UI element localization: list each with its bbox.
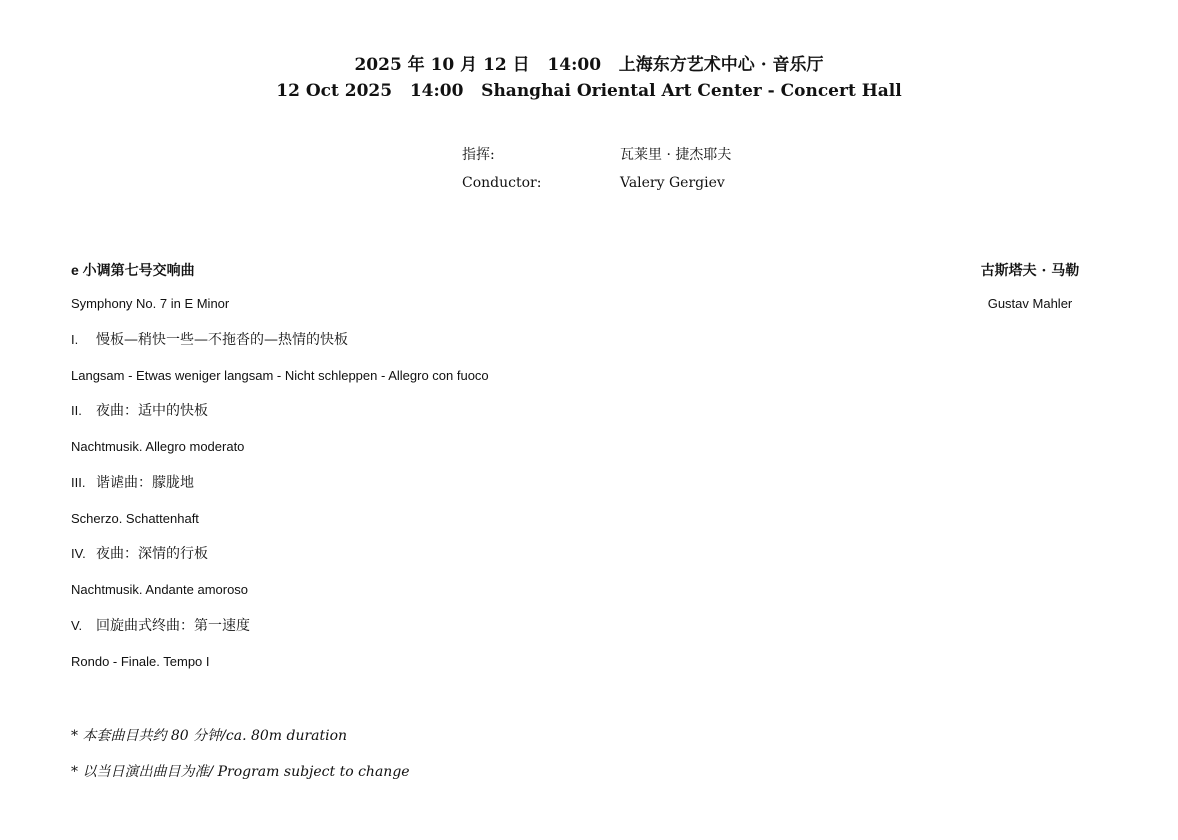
conductor-label-en: Conductor: [462, 175, 542, 191]
movement-item [71, 330, 891, 401]
movement-title-en: Nachtmusik. Allegro moderato [71, 439, 245, 455]
movement-title-cn: 谐谑曲：朦胧地 [96, 474, 194, 491]
movement-number: II. [71, 403, 82, 419]
composer-name-cn: 古斯塔夫 · 马勒 [980, 263, 1080, 279]
movement-item [71, 473, 891, 544]
movement-title-cn: 慢板—稍快一些—不拖沓的—热情的快板 [96, 332, 348, 348]
conductor-name-cn: 瓦莱里 · 捷杰耶夫 [620, 147, 732, 163]
movement-title-cn: 夜曲：适中的快板 [96, 403, 208, 420]
program-change-note: * 以当日演出曲目为准/ Program subject to change [71, 764, 410, 780]
movement-number: IV. [71, 546, 86, 562]
duration-note: * 本套曲目共约 80 分钟/ca. 80m duration [71, 728, 348, 744]
movement-number: V. [71, 617, 83, 633]
event-date-venue-cn: 2025 年 10 月 12 日 14:00 上海东方艺术中心 · 音乐厅 [354, 55, 824, 75]
movement-item [71, 616, 891, 687]
movement-list [71, 330, 891, 687]
movement-title-en: Scherzo. Schattenhaft [71, 510, 199, 526]
movement-title-en: Nachtmusik. Andante amoroso [71, 582, 249, 598]
movement-title-cn: 回旋曲式终曲：第一速度 [96, 617, 250, 634]
conductor-label-cn: 指挥: [462, 147, 495, 163]
movement-item [71, 401, 891, 472]
conductor-name-en: Valery Gergiev [620, 175, 725, 191]
work-title-cn: e 小调第七号交响曲 [71, 262, 195, 278]
movement-number: I. [71, 332, 79, 347]
movement-title-en: Langsam - Etwas weniger langsam - Nicht schleppen - Allegro con fuoco [71, 368, 489, 383]
composer-name-en: Gustav Mahler [987, 296, 1073, 311]
movement-item [71, 544, 891, 615]
movement-title-en: Rondo - Finale. Tempo I [71, 653, 210, 669]
work-title-en: Symphony No. 7 in E Minor [71, 296, 230, 311]
movement-number: III. [71, 474, 86, 490]
movement-title-cn: 夜曲：深情的行板 [96, 546, 208, 563]
event-date-venue-en: 12 Oct 2025 14:00 Shanghai Oriental Art Center - Concert Hall [276, 81, 902, 101]
